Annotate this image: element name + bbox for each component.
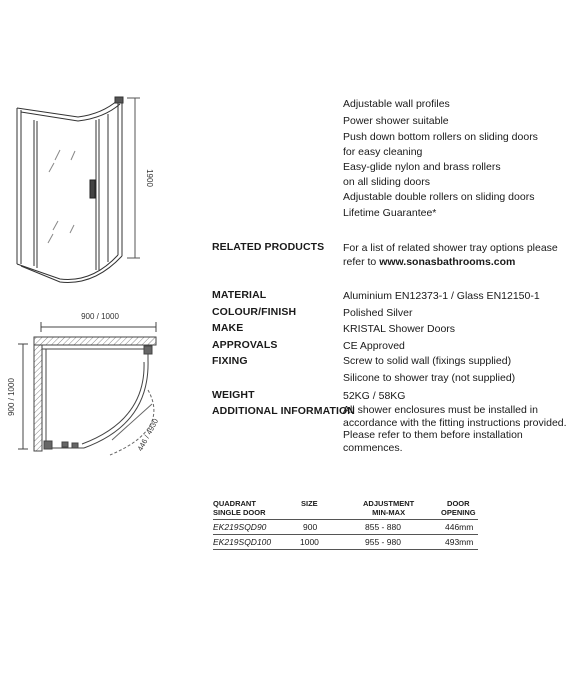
table-header-opening: DOOR OPENING	[441, 499, 476, 517]
spec-label-make: MAKE	[212, 322, 244, 334]
table-header-rule	[213, 519, 478, 520]
table-cell-opening: 493mm	[445, 537, 474, 547]
feature-item: Easy-glide nylon and brass rollers on all sliding doors	[343, 161, 501, 188]
related-products-text	[343, 241, 558, 269]
spec-label-colour: COLOUR/FINISH	[212, 306, 297, 318]
spec-label-material: MATERIAL	[212, 289, 267, 301]
table-row-rule	[213, 534, 478, 535]
table-cell-adjustment: 855 - 880	[365, 522, 401, 532]
table-header-adjustment: ADJUSTMENT MIN-MAX	[363, 499, 415, 517]
width-dimension-label: 900 / 1000	[81, 312, 119, 321]
feature-item: Lifetime Guarantee*	[343, 207, 437, 219]
front-elevation-drawing	[0, 0, 200, 300]
table-cell-model: EK219SQD100	[213, 537, 272, 547]
feature-item: Adjustable double rollers on sliding doors	[343, 191, 535, 203]
spec-value-make: KRISTAL Shower Doors	[343, 323, 456, 335]
related-products-label: RELATED PRODUCTS	[212, 241, 325, 253]
plan-view-drawing	[0, 300, 200, 470]
related-products-link[interactable]: www.sonasbathrooms.com	[379, 256, 516, 268]
table-header-model: QUADRANT SINGLE DOOR	[213, 499, 266, 517]
table-cell-opening: 446mm	[445, 522, 474, 532]
table-cell-adjustment: 955 - 980	[365, 537, 401, 547]
spec-value-material: Aluminium EN12373-1 / Glass EN12150-1	[343, 290, 540, 302]
spec-label-additional: ADDITIONAL INFORMATION	[212, 405, 355, 417]
table-header-size: SIZE	[301, 499, 318, 508]
feature-item: Push down bottom rollers on sliding doors for easy cleaning	[343, 131, 538, 158]
table-bottom-rule	[213, 549, 478, 550]
spec-value-approvals: CE Approved	[343, 340, 405, 352]
spec-label-weight: WEIGHT	[212, 389, 255, 401]
table-cell-model: EK219SQD90	[213, 522, 267, 532]
feature-item: Power shower suitable	[343, 115, 449, 127]
spec-value-weight: 52KG / 58KG	[343, 390, 406, 402]
depth-dimension-label: 900 / 1000	[7, 378, 16, 416]
feature-item: Adjustable wall profiles	[343, 98, 450, 110]
table-cell-size: 900	[303, 522, 318, 532]
height-dimension-label: 1900	[145, 169, 154, 187]
spec-value-additional: All shower enclosures must be installed in accordance with the fitting instructions provided. Please refer to them before installation commences.	[343, 404, 567, 454]
table-cell-size: 1000	[300, 537, 319, 547]
related-products-description: For a list of related shower tray options please refer to	[343, 242, 558, 268]
spec-value-fixing: Screw to solid wall (fixings supplied) Silicone to shower tray (not supplied)	[343, 355, 516, 384]
spec-value-colour: Polished Silver	[343, 307, 413, 319]
opening-dimension-label: 446 / 4930	[135, 417, 161, 453]
spec-label-fixing: FIXING	[212, 355, 248, 367]
spec-label-approvals: APPROVALS	[212, 339, 278, 351]
